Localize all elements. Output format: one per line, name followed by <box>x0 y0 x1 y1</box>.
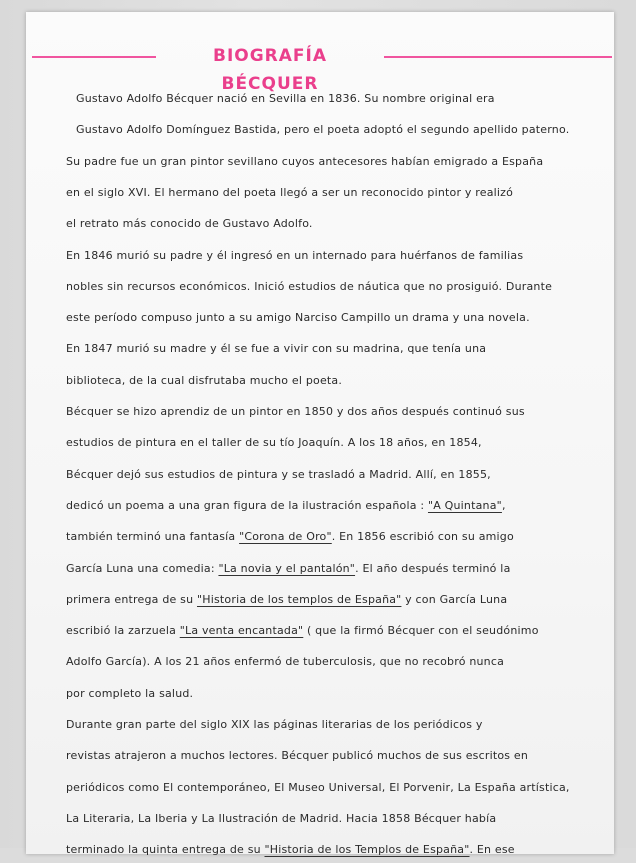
line-text: Su padre fue un gran pintor sevillano cuyos antecesores habían emigrado a España <box>66 155 544 168</box>
text-line <box>66 681 606 707</box>
line-text: y con García Luna <box>401 593 508 606</box>
text-line <box>66 430 606 456</box>
line-text: Gustavo Adolfo Domínguez Bastida, pero el poeta adoptó el segundo apellido paterno. <box>76 123 570 136</box>
line-text: . En ese <box>469 843 515 856</box>
underlined-work-title: "A Quintana" <box>427 499 502 512</box>
line-text: La Literaria, La Iberia y La Ilustración de Madrid. Hacia 1858 Bécquer había <box>66 812 497 825</box>
underlined-work-title: "Historia de los templos de España" <box>196 593 402 606</box>
text-line <box>76 86 606 112</box>
line-text: nobles sin recursos económicos. Inició estudios de náutica que no prosiguió. Durante <box>66 280 553 293</box>
line-text: el retrato más conocido de Gustavo Adolfo. <box>66 217 313 230</box>
underlined-work-title: "Corona de Oro" <box>239 530 332 543</box>
line-text: . El año después terminó la <box>355 562 511 575</box>
line-text: En 1846 murió su padre y él ingresó en un internado para huérfanos de familias <box>66 249 524 262</box>
text-line <box>66 462 606 488</box>
title-rule-left <box>32 56 156 58</box>
text-line <box>66 743 606 769</box>
line-text: Durante gran parte del siglo XIX las páginas literarias de los periódicos y <box>66 718 483 731</box>
text-line <box>66 493 606 519</box>
text-line <box>66 712 606 738</box>
line-text: García Luna una comedia: <box>66 562 219 575</box>
notebook-page <box>26 12 614 854</box>
line-text: revistas atrajeron a muchos lectores. Bécquer publicó muchos de sus escritos en <box>66 749 529 762</box>
line-text: escribió la zarzuela <box>66 624 180 637</box>
text-line <box>66 336 606 362</box>
text-line <box>66 806 606 832</box>
underlined-work-title: "La venta encantada" <box>179 624 304 637</box>
text-line <box>66 837 606 863</box>
underlined-work-title: "La novia y el pantalón" <box>218 562 356 575</box>
text-line <box>66 524 606 550</box>
line-text: biblioteca, de la cual disfrutaba mucho el poeta. <box>66 374 343 387</box>
line-text: Gustavo Adolfo Bécquer nació en Sevilla en 1836. Su nombre original era <box>76 92 495 105</box>
line-text: periódicos como El contemporáneo, El Museo Universal, El Porvenir, La España artística, <box>66 781 570 794</box>
text-line <box>66 305 606 331</box>
underlined-work-title: "Historia de los Templos de España" <box>264 843 470 856</box>
line-text: Bécquer dejó sus estudios de pintura y se trasladó a Madrid. Allí, en 1855, <box>66 468 491 481</box>
line-text: En 1847 murió su madre y él se fue a vivir con su madrina, que tenía una <box>66 342 487 355</box>
line-text: dedicó un poema a una gran figura de la ilustración española : <box>66 499 428 512</box>
line-text: por completo la salud. <box>66 687 194 700</box>
line-text: Bécquer se hizo aprendiz de un pintor en 1850 y dos años después continuó sus <box>66 405 525 418</box>
text-line <box>76 117 606 143</box>
line-text: también terminó una fantasía <box>66 530 240 543</box>
line-text: , <box>501 499 506 512</box>
text-line <box>66 649 606 675</box>
line-text: ( que la firmó Bécquer con el seudónimo <box>303 624 539 637</box>
text-line <box>66 556 606 582</box>
line-text: este período compuso junto a su amigo Narciso Campillo un drama y una novela. <box>66 311 530 324</box>
text-line <box>66 368 606 394</box>
line-text: primera entrega de su <box>66 593 197 606</box>
line-text: estudios de pintura en el taller de su tío Joaquín. A los 18 años, en 1854, <box>66 436 482 449</box>
text-line <box>66 274 606 300</box>
title-row <box>26 42 614 94</box>
text-line <box>66 180 606 206</box>
text-line <box>66 775 606 801</box>
title-rule-right <box>384 56 612 58</box>
line-text: en el siglo XVI. El hermano del poeta llegó a ser un reconocido pintor y realizó <box>66 186 514 199</box>
line-text: Adolfo García). A los 21 años enfermó de tuberculosis, que no recobró nunca <box>66 655 505 668</box>
line-text: terminado la quinta entrega de su <box>66 843 265 856</box>
text-line <box>66 587 606 613</box>
line-text: . En 1856 escribió con su amigo <box>331 530 514 543</box>
page-title: BIOGRAFÍA BÉCQUER <box>212 46 328 94</box>
text-line <box>66 618 606 644</box>
text-line <box>66 211 606 237</box>
text-line <box>66 399 606 425</box>
text-line <box>66 243 606 269</box>
text-line <box>66 149 606 175</box>
